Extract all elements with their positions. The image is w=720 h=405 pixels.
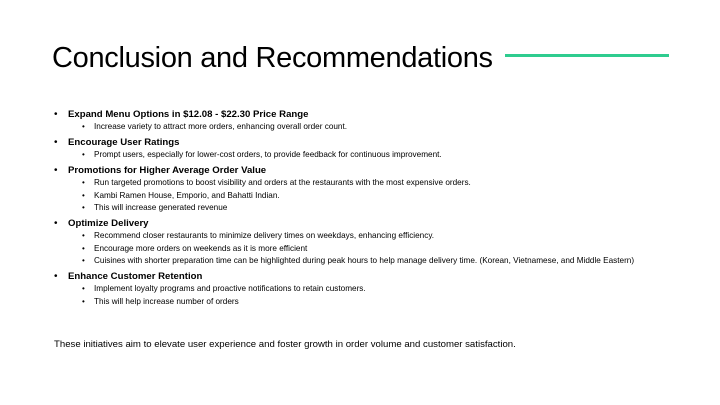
- detail-bullet: • This will increase generated revenue: [82, 203, 692, 213]
- recommendation-details: [68, 122, 692, 132]
- recommendation-heading: • Promotions for Higher Average Order Value: [68, 165, 267, 176]
- detail-bullet: • Prompt users, especially for lower-cost orders, to provide feedback for continuous improvement.: [82, 150, 692, 160]
- recommendation-heading: • Expand Menu Options in $12.08 - $22.30 Price Range: [68, 109, 309, 120]
- recommendation-details: [68, 231, 692, 266]
- recommendations-content: [52, 108, 692, 311]
- recommendation-details: [68, 284, 692, 307]
- slide-title: Conclusion and Recommendations: [52, 42, 493, 74]
- recommendation-heading: • Enhance Customer Retention: [68, 271, 203, 282]
- recommendation-details: [68, 178, 692, 213]
- title-accent-line: [505, 54, 669, 57]
- detail-bullet: • Cuisines with shorter preparation time can be highlighted during peak hours to help manage delivery time. (Korean, Vietnamese, and Middle Eastern): [82, 256, 692, 266]
- detail-bullet: • Run targeted promotions to boost visibility and orders at the restaurants with the most expensive orders.: [82, 178, 692, 188]
- recommendation-item: [52, 164, 692, 213]
- detail-bullet: • Increase variety to attract more orders, enhancing overall order count.: [82, 122, 692, 132]
- recommendations-list: [52, 108, 692, 307]
- recommendation-item: [52, 217, 692, 266]
- recommendation-item: [52, 270, 692, 307]
- summary-text: These initiatives aim to elevate user experience and foster growth in order volume and customer satisfaction.: [54, 339, 516, 350]
- detail-bullet: • Recommend closer restaurants to minimize delivery times on weekdays, enhancing efficiency.: [82, 231, 692, 241]
- recommendation-item: [52, 108, 692, 132]
- detail-bullet: • Encourage more orders on weekends as it is more efficient: [82, 244, 692, 254]
- detail-bullet: • This will help increase number of orders: [82, 297, 692, 307]
- detail-bullet: • Kambi Ramen House, Emporio, and Bahatti Indian.: [82, 191, 692, 201]
- recommendation-details: [68, 150, 692, 160]
- recommendation-heading: • Encourage User Ratings: [68, 137, 180, 148]
- detail-bullet: • Implement loyalty programs and proactive notifications to retain customers.: [82, 284, 692, 294]
- recommendation-item: [52, 136, 692, 160]
- recommendation-heading: • Optimize Delivery: [68, 218, 149, 229]
